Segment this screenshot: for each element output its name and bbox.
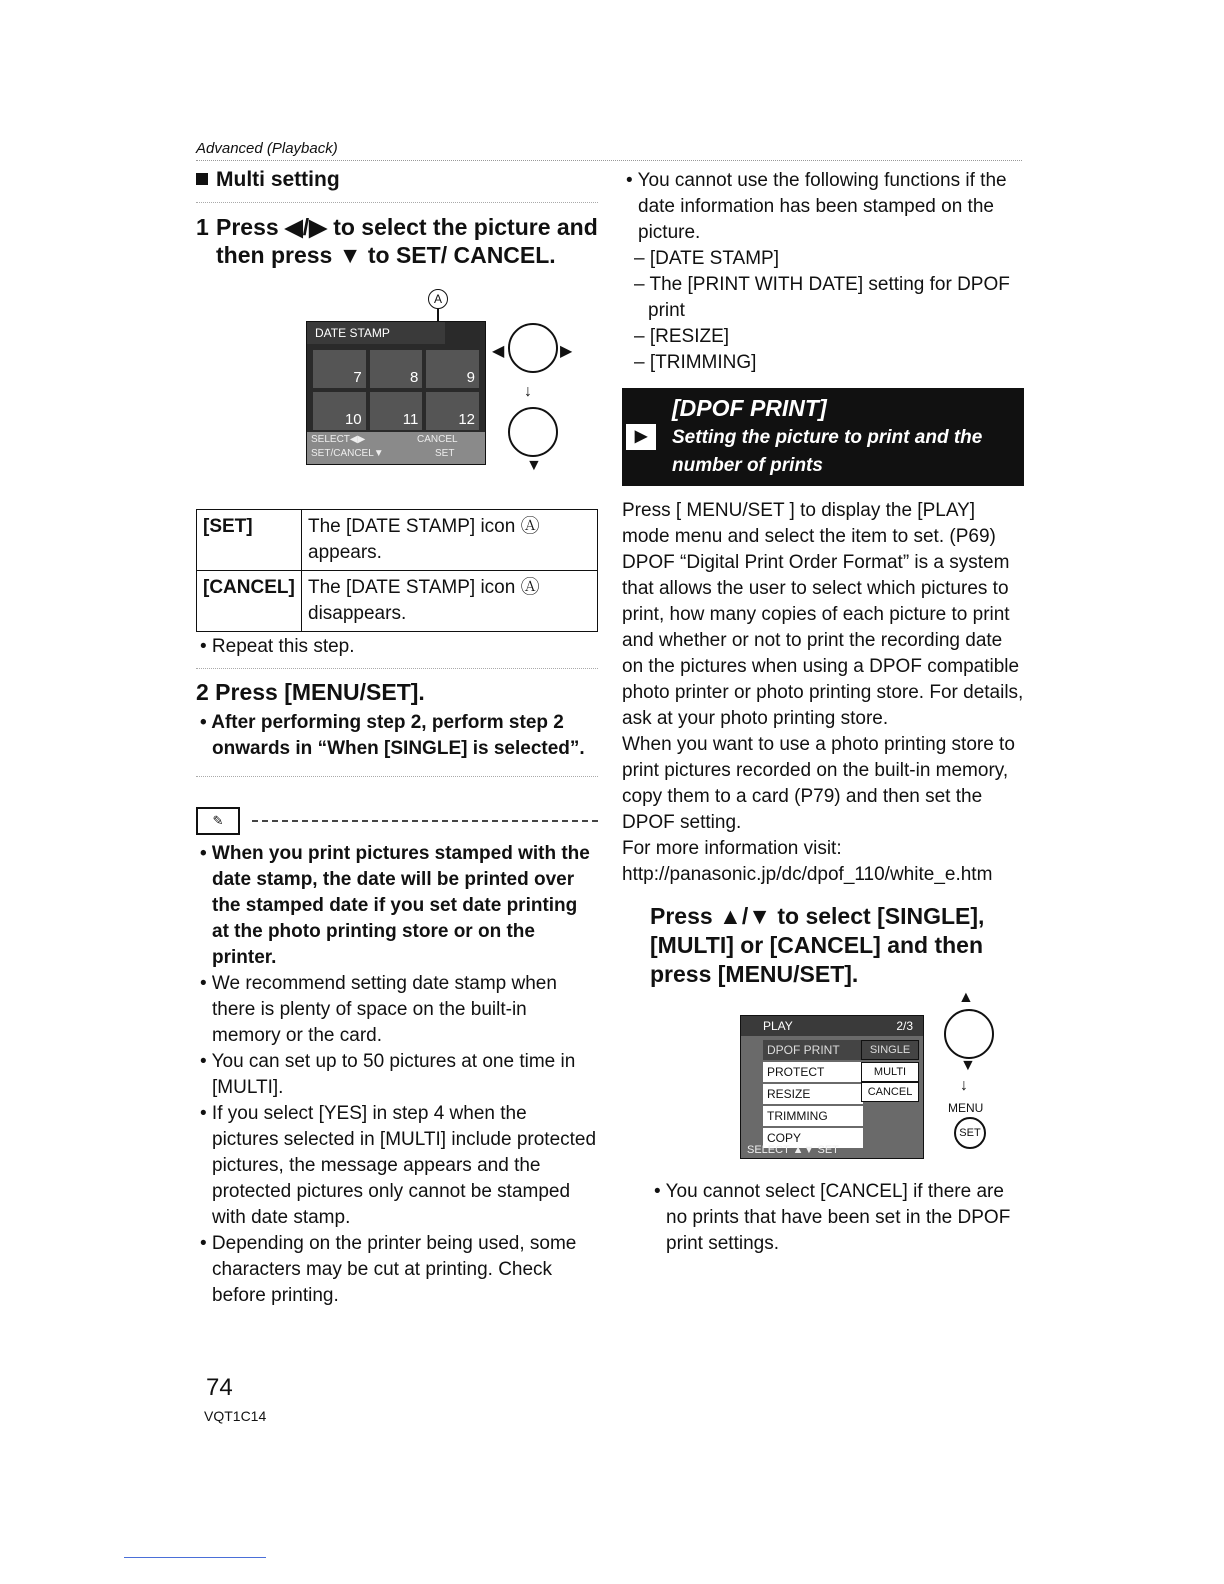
dash-item: – [TRIMMING] xyxy=(634,352,757,373)
dashed-line xyxy=(252,820,598,822)
down-triangle-icon: ▼ xyxy=(960,1057,976,1074)
square-bullet-icon xyxy=(196,173,208,185)
divider xyxy=(196,776,598,777)
table-key: [SET] xyxy=(197,510,302,571)
final-note: • You cannot select [CANCEL] if there are no prints that have been set in the DPOF print settings. xyxy=(654,1181,1011,1254)
camera-screen-figure-1 xyxy=(196,289,598,509)
thumbnail: 7 xyxy=(313,350,366,388)
note-icon: ✎ xyxy=(196,807,240,835)
repeat-note: • Repeat this step. xyxy=(200,636,355,657)
menu-item-copy: COPY xyxy=(763,1128,863,1148)
menu-footer: SELECT ▲▼ SET xyxy=(747,1144,839,1156)
down-triangle-icon: ▼ xyxy=(526,457,542,474)
cursor-pad-icon xyxy=(508,323,558,373)
left-arrow-icon: ◀ xyxy=(492,343,505,360)
body-text: For more information visit: xyxy=(622,838,842,859)
thumbnail: 11 xyxy=(370,392,423,430)
camera-screen-figure-2 xyxy=(622,989,1024,1179)
note-item: • Depending on the printer being used, some characters may be cut at printing. Check before printing. xyxy=(200,1233,577,1306)
multi-setting-heading: Multi setting xyxy=(196,168,598,192)
press-instruction: Press ▲/▼ to select [SINGLE], [MULTI] or [CANCEL] and then press [MENU/SET]. xyxy=(650,903,985,987)
marker-a: A xyxy=(428,289,448,309)
cursor-pad-icon xyxy=(944,1009,994,1059)
step-1 xyxy=(196,213,598,269)
step-number: 1 xyxy=(196,214,209,240)
table-row xyxy=(197,510,598,571)
screen-footer xyxy=(307,432,485,464)
date-stamp-title: DATE STAMP xyxy=(307,322,445,344)
body-text: When you want to use a photo printing store to print pictures recorded on the built-in memory, copy them to a card (P79) and then set the DPOF setting. xyxy=(622,734,1015,833)
menu-item-protect: PROTECT xyxy=(763,1062,863,1082)
note-item: • We recommend setting date stamp when there is plenty of space on the built-in memory or the card. xyxy=(200,973,557,1046)
thumbnail: 10 xyxy=(313,392,366,430)
body-text: DPOF “Digital Print Order Format” is a system that allows the user to select which pictures to print, how many copies of each picture to print and whether or not to print the recording date on the pictures when using a DPOF compatible photo printer or photo printing store. For details, ask at your photo printing store. xyxy=(622,552,1024,729)
set-cancel-hint: SET/CANCEL▼ xyxy=(311,448,384,459)
menu-title: PLAY xyxy=(763,1019,793,1033)
note-header xyxy=(196,807,598,835)
menu-page: 2/3 xyxy=(896,1019,913,1033)
thumbnail: 9 xyxy=(426,350,479,388)
up-triangle-icon: ▲ xyxy=(958,989,974,1006)
page-number: 74 xyxy=(206,1374,233,1401)
right-arrow-icon: ▶ xyxy=(560,343,573,360)
option-cancel: CANCEL xyxy=(861,1082,919,1102)
dash-item: – [DATE STAMP] xyxy=(634,248,779,269)
divider xyxy=(196,668,598,669)
option-single: SINGLE xyxy=(861,1040,919,1060)
play-menu-screen xyxy=(740,1015,924,1159)
url-text: http://panasonic.jp/dc/dpof_110/white_e.htm xyxy=(622,864,993,885)
right-column xyxy=(622,168,1024,1257)
table-value: The [DATE STAMP] icon Ⓐ disappears. xyxy=(302,571,598,632)
left-column xyxy=(196,168,598,1309)
step-2-note: • After performing step 2, perform step 2 onwards in “When [SINGLE] is selected”. xyxy=(200,712,585,759)
cancel-hint: CANCEL xyxy=(417,434,458,445)
set-cancel-table xyxy=(196,509,598,632)
banner-title: [DPOF PRINT] xyxy=(672,395,827,421)
table-value: The [DATE STAMP] icon Ⓐ appears. xyxy=(302,510,598,571)
select-hint: SELECT◀▶ xyxy=(311,434,366,445)
menu-title-bar xyxy=(741,1016,923,1036)
thumbnail-grid xyxy=(313,350,479,430)
menu-label: MENU xyxy=(948,1101,984,1115)
top-divider xyxy=(196,160,1022,161)
step-1-text: Press ◀/▶ to select the picture and then press ▼ to SET/ CANCEL. xyxy=(216,214,598,268)
restriction-note: • You cannot use the following functions if the date information has been stamped on the picture. xyxy=(626,170,1007,243)
table-key: [CANCEL] xyxy=(197,571,302,632)
bottom-line xyxy=(124,1557,266,1558)
dpof-print-banner xyxy=(622,388,1024,486)
cursor-pad-icon xyxy=(508,407,558,457)
set-button-icon: SET xyxy=(954,1117,986,1149)
thumbnail: 12 xyxy=(426,392,479,430)
menu-item-trimming: TRIMMING xyxy=(763,1106,863,1126)
banner-subtitle: Setting the picture to print and the number of prints xyxy=(672,427,983,476)
note-item: • You can set up to 50 pictures at one time in [MULTI]. xyxy=(200,1051,576,1098)
down-arrow-icon: ↓ xyxy=(960,1077,968,1094)
document-code: VQT1C14 xyxy=(204,1408,267,1424)
dash-item: – [RESIZE] xyxy=(634,326,730,347)
camera-lcd-screen xyxy=(306,321,486,465)
thumbnail: 8 xyxy=(370,350,423,388)
body-text: Press [ MENU/SET ] to display the [PLAY] mode menu and select the item to set. (P69) xyxy=(622,500,996,547)
section-label: Advanced (Playback) xyxy=(196,140,338,157)
option-multi: MULTI xyxy=(861,1062,919,1082)
playback-icon: ▶ xyxy=(626,424,656,450)
set-hint: SET xyxy=(435,448,455,459)
menu-item-resize: RESIZE xyxy=(763,1084,863,1104)
note-item: • If you select [YES] in step 4 when the pictures selected in [MULTI] include protected pictures, the message appears and the protected pictures only cannot be stamped with date stamp. xyxy=(200,1103,597,1228)
step-2: 2 Press [MENU/SET]. xyxy=(196,679,425,705)
note-item: • When you print pictures stamped with the date stamp, the date will be printed over the stamped date if you set date printing at the photo printing store or on the printer. xyxy=(200,843,590,968)
dash-item: – The [PRINT WITH DATE] setting for DPOF print xyxy=(634,274,1010,321)
menu-item-dpof-print: DPOF PRINT xyxy=(763,1040,863,1060)
table-row xyxy=(197,571,598,632)
divider xyxy=(196,202,598,203)
down-arrow-icon: ↓ xyxy=(524,383,532,400)
